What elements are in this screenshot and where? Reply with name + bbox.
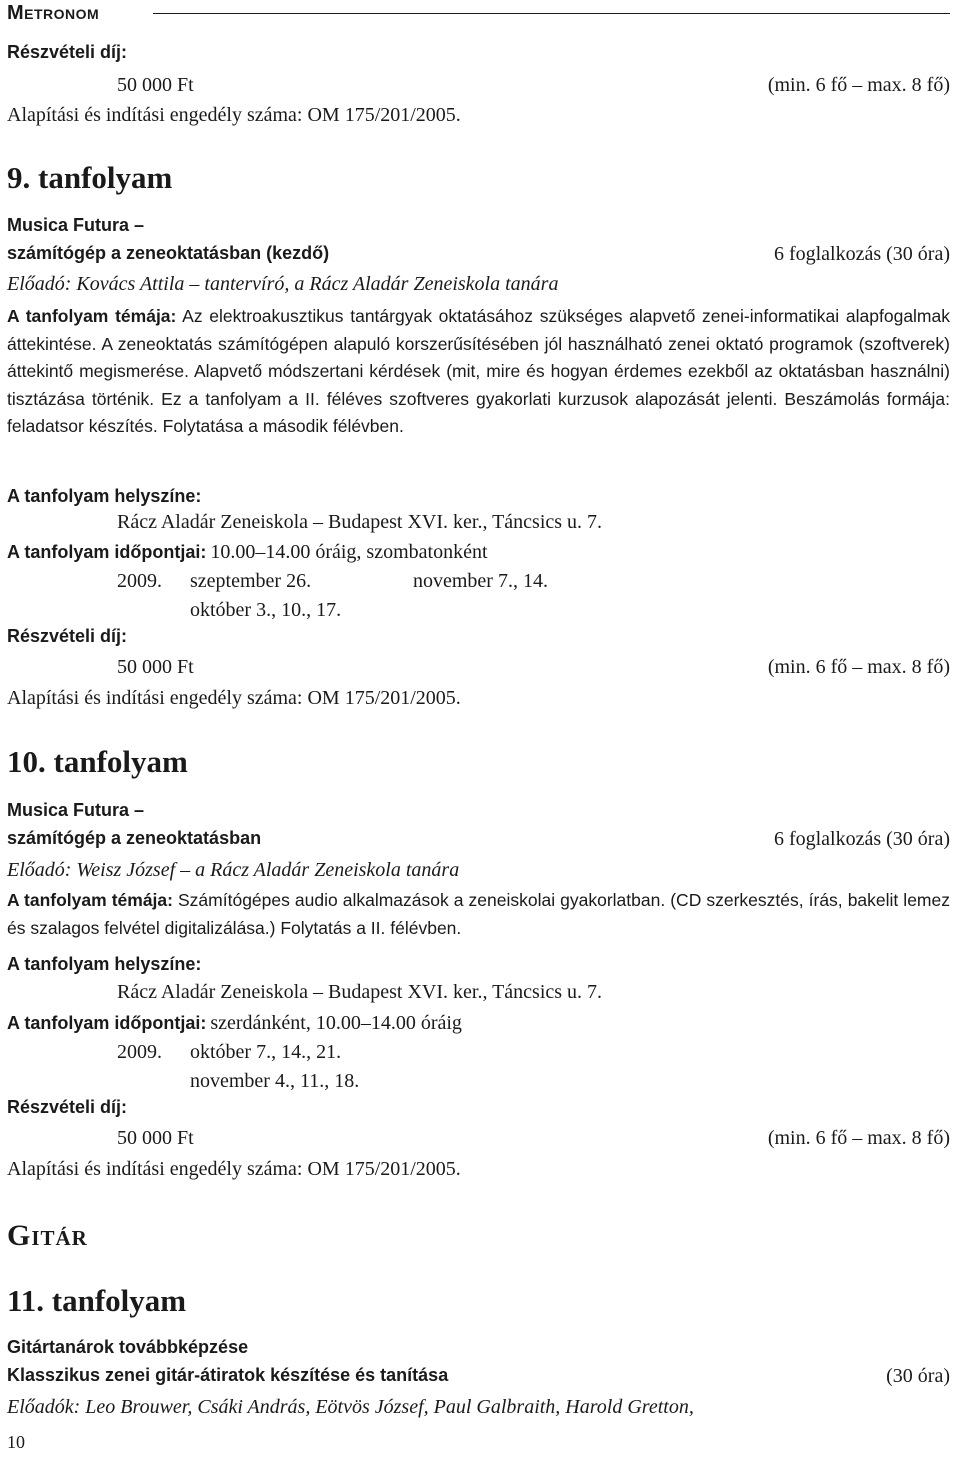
course-11-sessions: (30 óra) xyxy=(886,1365,950,1387)
dates-label: A tanfolyam időpontjai: xyxy=(7,1013,207,1033)
course-10-sessions: 6 foglalkozás (30 óra) xyxy=(773,828,950,850)
course-9-presenter: Előadó: Kovács Attila – tantervíró, a Rácz Aladár Zeneiskola tanára xyxy=(7,273,559,295)
header-rule xyxy=(153,13,950,14)
course-10-year: 2009. xyxy=(117,1041,162,1063)
course-10-venue: Rácz Aladár Zeneiskola – Budapest XVI. ker., Táncsics u. 7. xyxy=(117,981,603,1003)
topic-label: A tanfolyam témája: xyxy=(7,306,177,326)
course-9-year: 2009. xyxy=(117,570,162,592)
fee-value: 50 000 Ft xyxy=(117,74,194,96)
course-9-sessions: 6 foglalkozás (30 óra) xyxy=(773,243,950,265)
course-10-license: Alapítási és indítási engedély száma: OM 175/201/2005. xyxy=(7,1158,461,1180)
topic-text: Az elektroakusztikus tantárgyak oktatásához szükséges alapvető zenei-informatikai alapfogalmak áttekintése. A zeneoktatás számítógépen alapuló korszerűsítésében jól használható zenei oktató programok (szoftverek) áttekintő megismerése. Alapvető módszertani kérdések (mit, mire és hogyan érdemes ezekből az oktatásban használni) tisztázása történik. Ez a tanfolyam a II. féléves szoftveres gyakorlati kurzusok alapozását jelenti. Beszámolás formája: feladatsor készítés. Folytatása a második félévben. xyxy=(7,306,950,436)
course-9-title: Musica Futura – xyxy=(7,215,145,235)
page-number: 10 xyxy=(7,1432,25,1452)
course-9-venue-label: A tanfolyam helyszíne: xyxy=(7,486,202,506)
course-10-venue-label: A tanfolyam helyszíne: xyxy=(7,954,202,974)
section-title-metronom: Metronom xyxy=(7,2,100,24)
course-11-presenters: Előadók: Leo Brouwer, Csáki András, Eötvös József, Paul Galbraith, Harold Gretton, xyxy=(7,1396,694,1418)
course-9-fee-group: (min. 6 fő – max. 8 fő) xyxy=(767,656,950,678)
topic-label: A tanfolyam témája: xyxy=(7,890,173,910)
license-number: Alapítási és indítási engedély száma: OM 175/201/2005. xyxy=(7,104,461,126)
section-title-gitar: Gitár xyxy=(7,1219,88,1252)
course-9-number: 9. tanfolyam xyxy=(7,160,173,195)
course-9-date-3: október 3., 10., 17. xyxy=(190,599,342,621)
course-10-date-2: november 4., 11., 18. xyxy=(190,1070,360,1092)
course-9-dates xyxy=(7,538,488,566)
dates-text: szerdánként, 10.00–14.00 óráig xyxy=(210,1012,462,1034)
course-11-title: Gitártanárok továbbképzése xyxy=(7,1337,249,1357)
course-9-date-2: november 7., 14. xyxy=(413,570,548,592)
course-10-presenter: Előadó: Weisz József – a Rácz Aladár Zeneiskola tanára xyxy=(7,859,460,881)
course-9-subtitle: számítógép a zeneoktatásban (kezdő) xyxy=(7,243,330,263)
course-10-fee-label: Részvételi díj: xyxy=(7,1097,128,1117)
course-11-subtitle: Klasszikus zenei gitár-átiratok készítése és tanítása xyxy=(7,1365,449,1385)
dates-label: A tanfolyam időpontjai: xyxy=(7,542,207,562)
course-10-topic xyxy=(7,887,950,942)
course-9-fee-value: 50 000 Ft xyxy=(117,656,194,678)
course-10-dates xyxy=(7,1009,462,1037)
course-10-fee-value: 50 000 Ft xyxy=(117,1127,194,1149)
course-10-number: 10. tanfolyam xyxy=(7,744,188,779)
course-9-venue: Rácz Aladár Zeneiskola – Budapest XVI. ker., Táncsics u. 7. xyxy=(117,511,603,533)
topic-text: Számítógépes audio alkalmazások a zeneiskolai gyakorlatban. (CD szerkesztés, írás, bakelit lemez és szalagos felvétel digitalizálása.) Folytatás a II. félévben. xyxy=(7,890,950,938)
dates-text: 10.00–14.00 óráig, szombatonként xyxy=(210,541,488,563)
fee-label: Részvételi díj: xyxy=(7,42,128,62)
course-10-subtitle: számítógép a zeneoktatásban xyxy=(7,828,262,848)
fee-group-size: (min. 6 fő – max. 8 fő) xyxy=(767,74,950,96)
course-9-topic xyxy=(7,303,950,441)
course-11-number: 11. tanfolyam xyxy=(7,1283,187,1318)
course-10-date-1: október 7., 14., 21. xyxy=(190,1041,342,1063)
course-9-date-1: szeptember 26. xyxy=(190,570,312,592)
course-10-fee-group: (min. 6 fő – max. 8 fő) xyxy=(767,1127,950,1149)
course-10-title: Musica Futura – xyxy=(7,800,145,820)
course-9-license: Alapítási és indítási engedély száma: OM 175/201/2005. xyxy=(7,687,461,709)
course-9-fee-label: Részvételi díj: xyxy=(7,626,128,646)
